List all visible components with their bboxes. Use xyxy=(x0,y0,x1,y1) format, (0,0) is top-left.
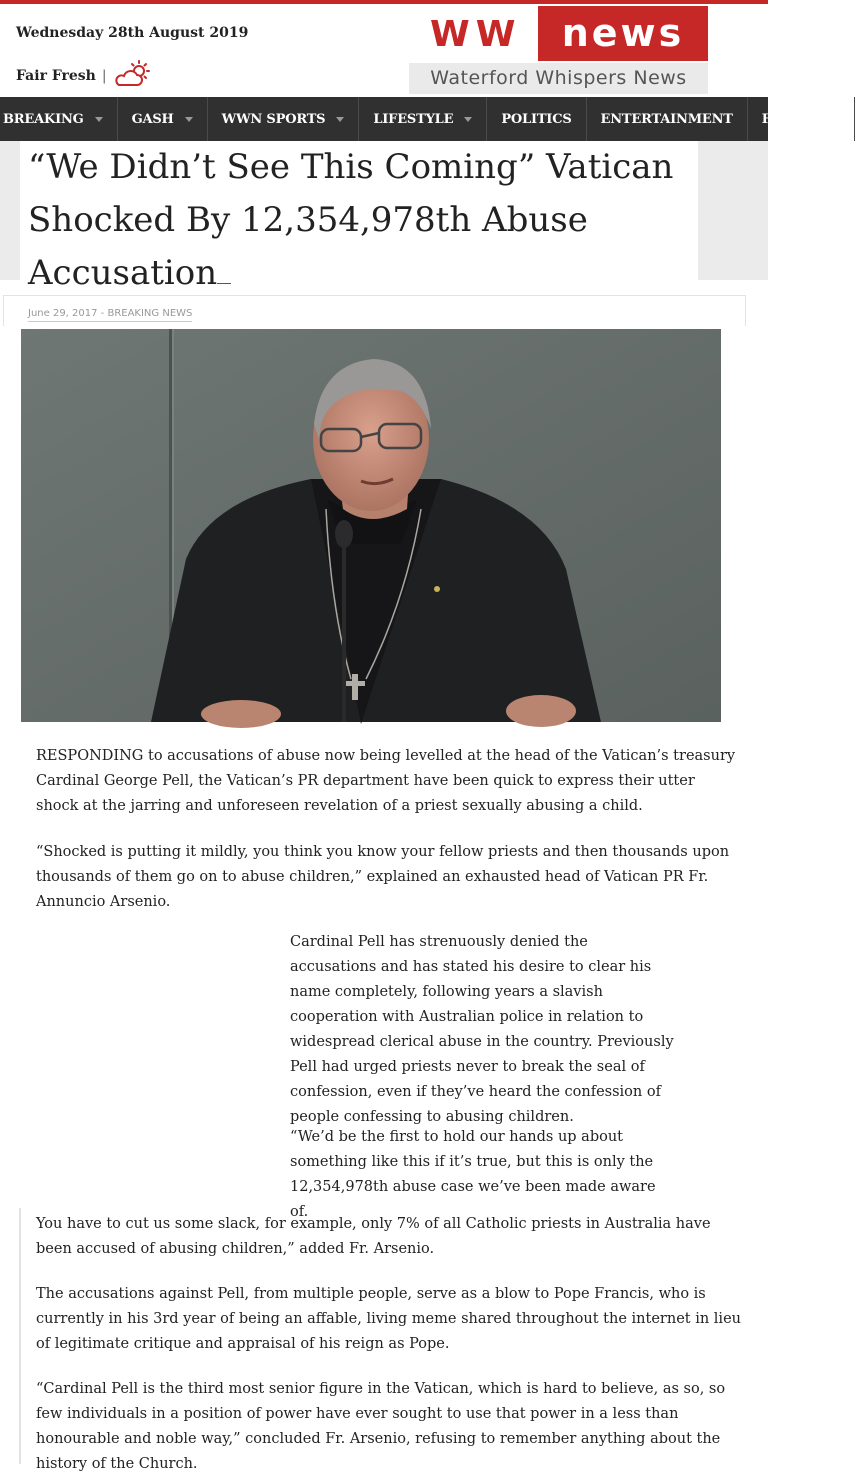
article-meta[interactable]: June 29, 2017 - BREAKING NEWS xyxy=(28,308,192,322)
article-paragraph-4: “We’d be the first to hold our hands up about something like this if it’s true, but this is only the 12,354,978th abuse case we’ve been made aware of. xyxy=(290,1129,656,1220)
nav-item-label: GASH xyxy=(131,111,174,127)
caret-down-icon xyxy=(464,117,472,122)
nav-item-gash[interactable] xyxy=(118,97,208,141)
nav-item-breaking[interactable] xyxy=(0,97,118,141)
top-accent-line xyxy=(0,0,768,4)
article-title xyxy=(28,141,698,300)
caret-down-icon xyxy=(336,117,344,122)
partly-cloudy-sun-icon xyxy=(113,60,153,92)
main-nav xyxy=(0,97,840,141)
logo-news: news xyxy=(538,6,708,61)
article-paragraph-1: RESPONDING to accusations of abuse now being levelled at the head of the Vatican’s treasury Cardinal George Pell, the Vatican’s PR department have been quick to express their utter shock at the jarring and unforeseen revelation of a priest sexually abusing a child. xyxy=(36,748,736,814)
nav-item-label: POLITICS xyxy=(501,111,572,127)
nav-item-label: BREAKING xyxy=(3,111,84,127)
nav-item-entertainment[interactable] xyxy=(587,97,748,141)
nav-item-features[interactable] xyxy=(748,97,855,141)
article-paragraph-7: “Cardinal Pell is the third most senior figure in the Vatican, which is hard to believe, as so, so few individuals in a position of power have ever sought to use that power in a less than honourable and noble way,” concluded Fr. Arsenio, refusing to remember anything about the history of the Church. xyxy=(36,1381,726,1472)
caret-down-icon xyxy=(185,117,193,122)
nav-item-lifestyle[interactable] xyxy=(359,97,487,141)
quote-border xyxy=(19,1208,21,1464)
weather-widget xyxy=(16,60,153,92)
title-link-underline xyxy=(217,259,231,284)
caret-down-icon xyxy=(95,117,103,122)
article-paragraph-5: You have to cut us some slack, for example, only 7% of all Catholic priests in Australia have been accused of abusing children,” added Fr. Arsenio. xyxy=(36,1216,711,1257)
header-date: Wednesday 28th August 2019 xyxy=(16,25,249,41)
article-paragraph-2: “Shocked is putting it mildly, you think you know your fellow priests and then thousands upon thousands of them go on to abuse children,” explained an exhausted head of Vatican PR Fr. Annuncio Arsenio. xyxy=(36,844,730,910)
site-logo[interactable] xyxy=(409,6,708,94)
article-title-text: “We Didn’t See This Coming” Vatican Shocked By 12,354,978th Abuse Accusation xyxy=(28,147,674,293)
nav-item-label: WWN SPORTS xyxy=(221,111,326,127)
logo-subtitle: Waterford Whispers News xyxy=(409,63,708,94)
nav-item-label: LIFESTYLE xyxy=(373,111,454,127)
article-paragraph-6: The accusations against Pell, from multiple people, serve as a blow to Pope Francis, who is currently in his 3rd year of being an affable, living meme shared throughout the internet in lieu of legitimate critique and appraisal of his reign as Pope. xyxy=(36,1286,741,1352)
nav-item-politics[interactable] xyxy=(487,97,586,141)
nav-item-label: ENTERTAINMENT xyxy=(600,111,733,127)
weather-separator: | xyxy=(101,68,107,84)
nav-item-wwn-sports[interactable] xyxy=(208,97,360,141)
nav-item-label: FEATURES xyxy=(761,111,840,127)
logo-ww: WW xyxy=(430,14,522,55)
weather-text: Fair Fresh xyxy=(16,68,96,84)
article-paragraph-3: Cardinal Pell has strenuously denied the accusations and has stated his desire to clear his name completely, following years a slavish cooperation with Australian police in relation to widespread clerical abuse in the country. Previously Pell had urged priests never to break the seal of confession, even if they’ve heard the confession of people confessing to abusing children. xyxy=(290,934,674,1125)
article-photo xyxy=(21,329,721,722)
